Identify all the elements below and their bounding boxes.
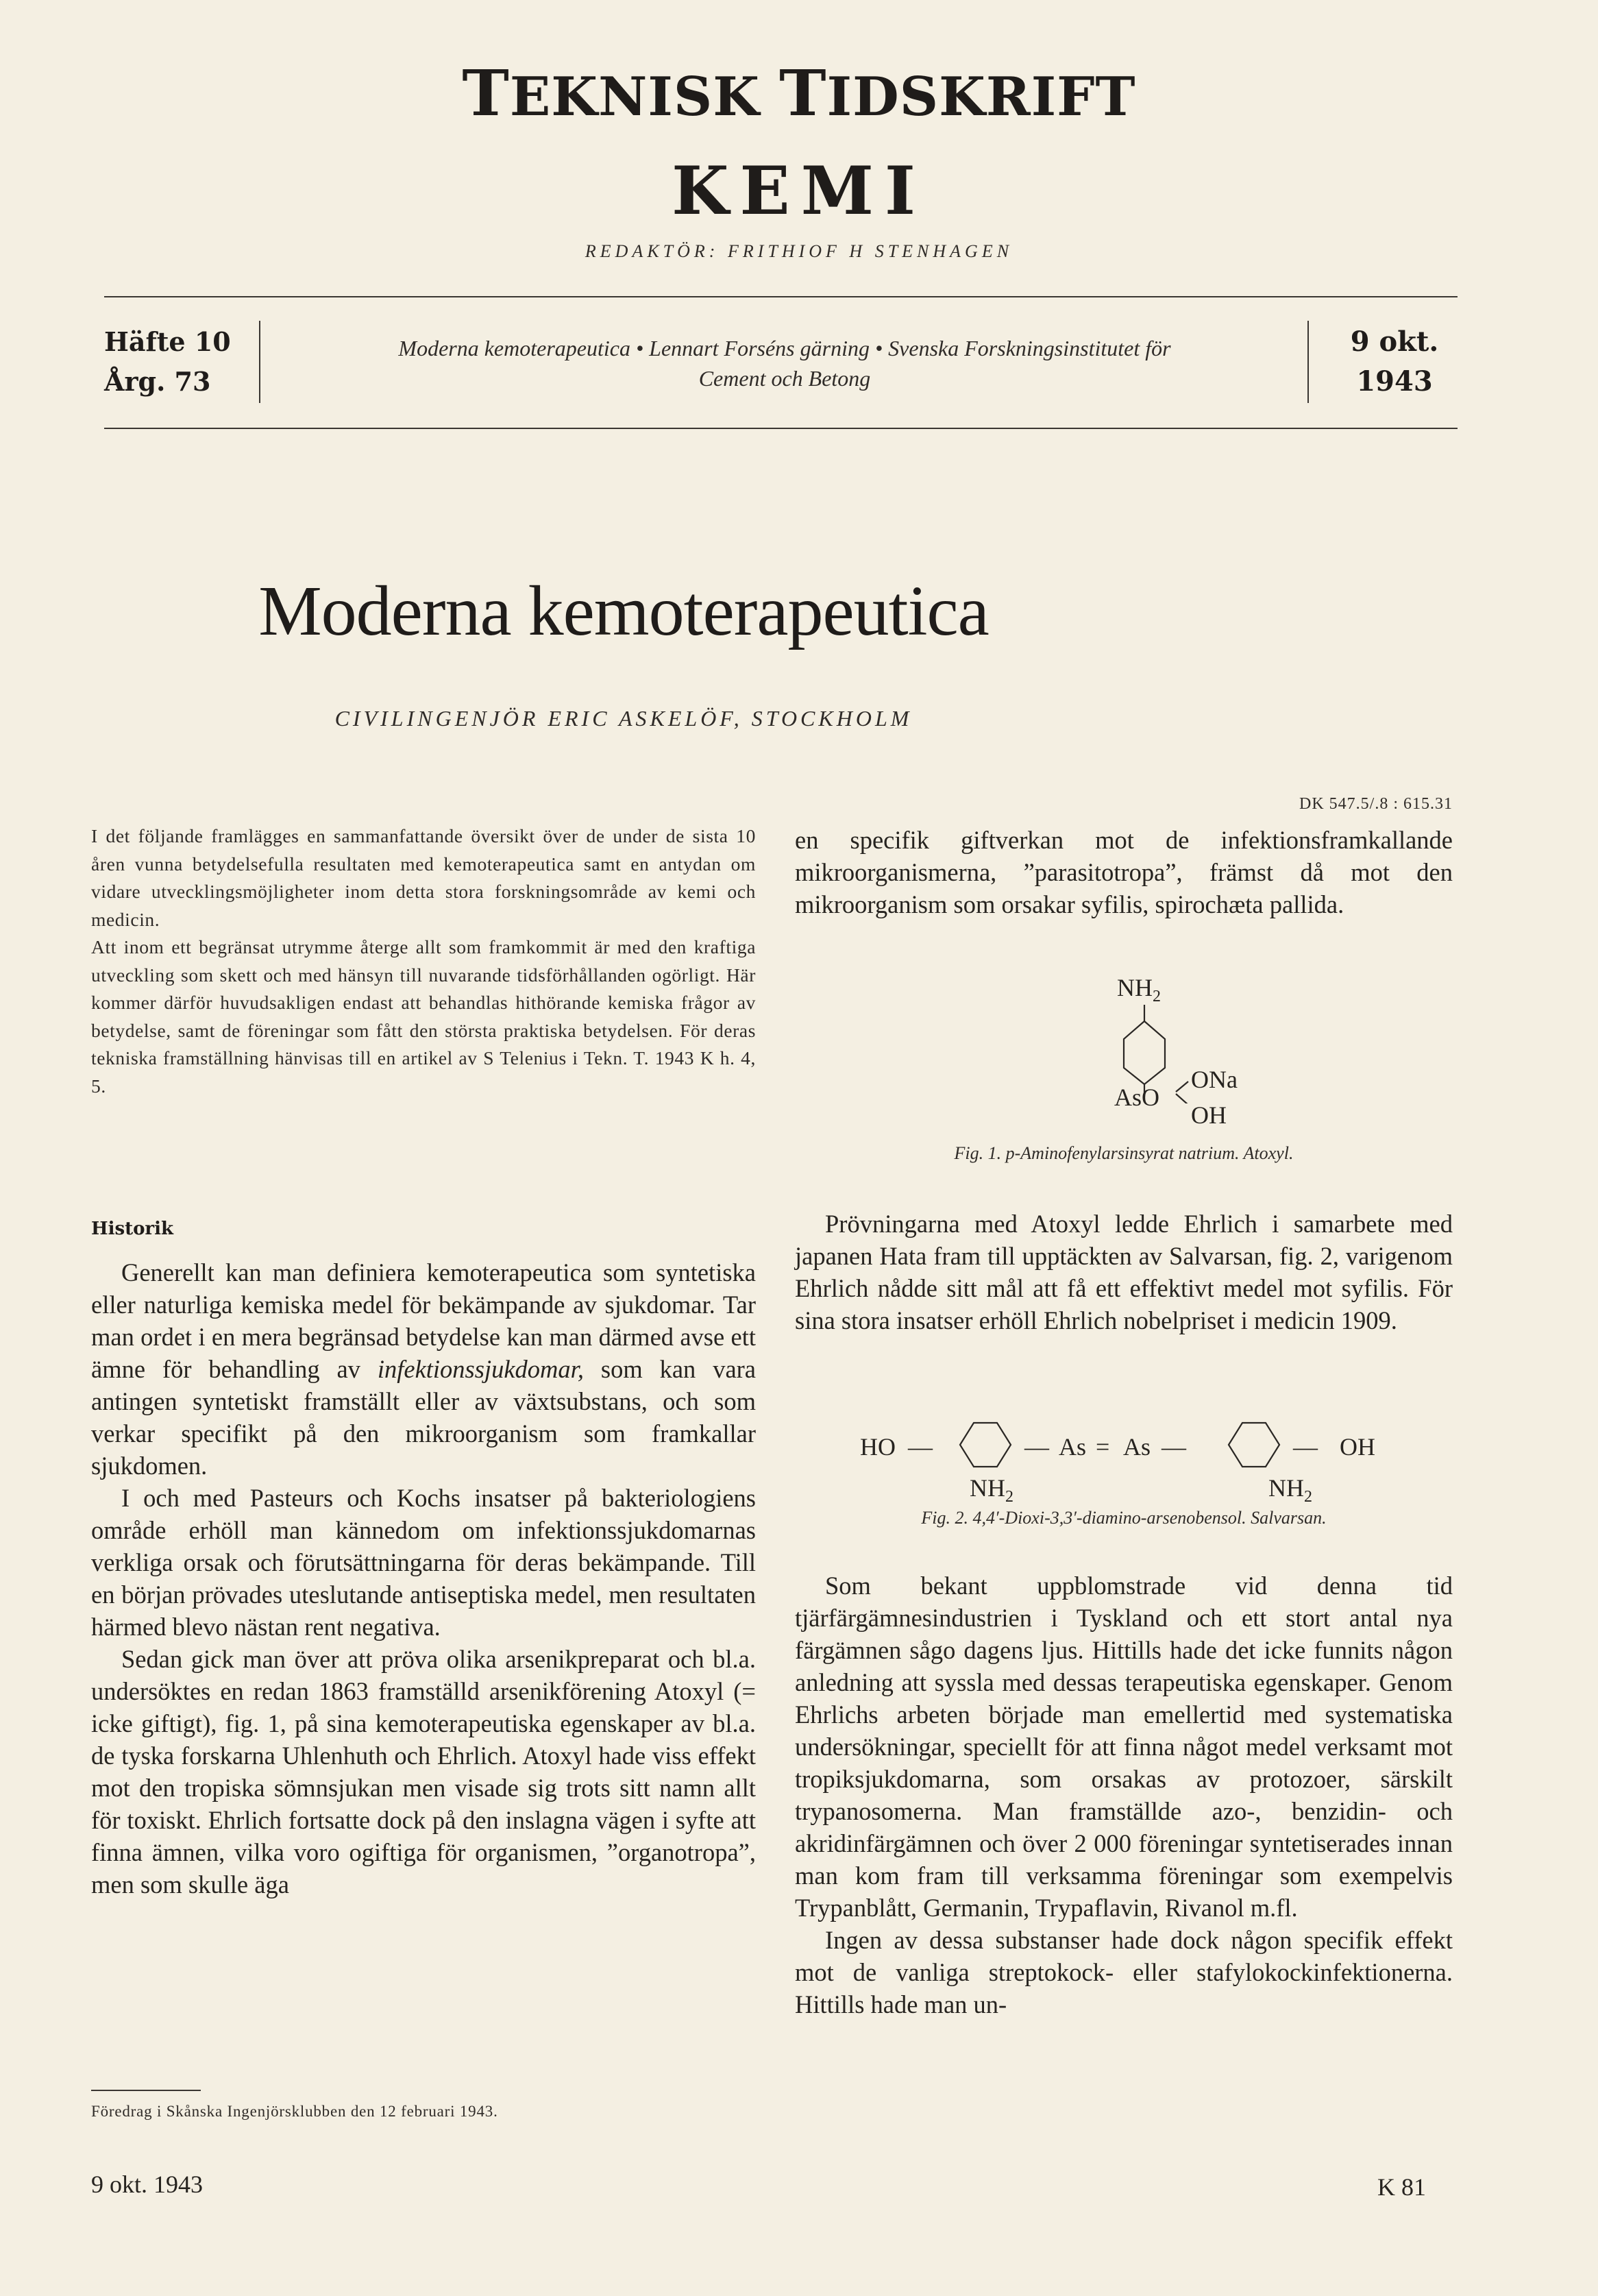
fig2-as-left-label: As bbox=[1059, 1433, 1087, 1461]
fig2-dash-2: — bbox=[1024, 1433, 1049, 1461]
fig2-dash-4: — bbox=[1293, 1433, 1318, 1461]
top-rule bbox=[104, 296, 1458, 297]
issue-divider-left bbox=[259, 321, 260, 403]
footnote: Föredrag i Skånska Ingenjörsklubben den 12 februari 1943. bbox=[91, 2103, 498, 2120]
fig2-ring-left bbox=[948, 1419, 1023, 1474]
fig1-ona-label: ONa bbox=[1191, 1066, 1238, 1093]
footer-date: 9 okt. 1943 bbox=[91, 2171, 204, 2198]
intro-summary bbox=[91, 822, 756, 1100]
journal-title: TEKNISK TIDSKRIFT bbox=[462, 56, 1136, 130]
right-paragraph-1: en specifik giftverkan mot de infektionsframkallande mikroorganismerna, ”parasitotropa”, främst då mot den mikroorganism som orsakar syfilis, spirochæta pallida. bbox=[795, 826, 1453, 918]
fig1-oh-label: OH bbox=[1191, 1101, 1227, 1129]
right-paragraph-2: Prövningarna med Atoxyl ledde Ehrlich i samarbete med japanen Hata fram till upptäckten av Salvarsan, fig. 2, varigenom Ehrlich nådde sitt mål att få ett effektivt medel mot syfilis. För sina stora insatser erhöll Ehrlich nobelpriset i medicin 1909. bbox=[795, 1210, 1453, 1334]
issue-contents bbox=[281, 333, 1288, 393]
contents-line-1: Moderna kemoterapeutica • Lennart Forséns gärning • Svenska Forskningsinstitutet för bbox=[398, 336, 1171, 361]
issue-date bbox=[1343, 322, 1446, 402]
right-body-2 bbox=[795, 1208, 1453, 1336]
editor-line: REDAKTÖR: FRITHIOF H STENHAGEN bbox=[585, 241, 1013, 261]
fig2-nh2-left-label: $NH_2$ bbox=[970, 1474, 1013, 1506]
fig2-oh-label: OH bbox=[1340, 1433, 1375, 1461]
right-body-1 bbox=[795, 824, 1453, 920]
issue-divider-right bbox=[1307, 321, 1309, 403]
left-paragraph-2: I och med Pasteurs och Kochs insatser på bakteriologiens område erhöll man kännedom om infektionssjukdomarnas verkliga orsak och förutsättningarna för deras bekämpande. Till en början prövades uteslutande antiseptiska medel, men resultaten härmed blevo nästan rent negativa. bbox=[91, 1484, 756, 1641]
fig1-nh2-label: $NH_2$ bbox=[1117, 974, 1161, 1006]
intro-paragraph-2: Att inom ett begränsat utrymme återge allt som framkommit är med den kraftiga utveckling som skett och med hänsyn till nuvarande tidsförhållanden ogörligt. Här kommer därför huvudsakligen endast att behandlas hithörande kemiska frågor av betydelse, samt de föreningar som fått den största praktiska betydelsen. För deras tekniska framställning hänvisas till en artikel av S Telenius i Tekn. T. 1943 K h. 4, 5. bbox=[91, 936, 756, 1097]
bottom-rule bbox=[104, 428, 1458, 429]
contents-line-2: Cement och Betong bbox=[698, 366, 871, 391]
left-body bbox=[91, 1256, 756, 1901]
section-heading: Historik bbox=[91, 1219, 174, 1239]
fig2-ho-label: HO bbox=[860, 1433, 896, 1461]
left-paragraph-1: Generellt kan man definiera kemoterapeutica som syntetiska eller naturliga kemiska medel för bekämpande av sjukdomar. Tar man ordet i en mera begränsad betydelse kan man därmed avse ett ämne för behandling av infektionssjukdomar, som kan vara antingen syntetiskt framställt eller av växtsubstans, och som verkar specifikt på den mikroorganism som framkallar sjukdomen. bbox=[91, 1258, 757, 1480]
dk-classification: DK 547.5/.8 : 615.31 bbox=[1299, 795, 1453, 813]
journal-subtitle: KEMI bbox=[672, 152, 926, 230]
article-title: Moderna kemoterapeutica bbox=[258, 572, 989, 650]
right-paragraph-4: Ingen av dessa substanser hade dock någon specifik effekt mot de vanliga streptokock- eller stafylokockinfektionerna. Hittills hade man un- bbox=[795, 1926, 1453, 2018]
argang-label: Årg. 73 bbox=[104, 366, 211, 397]
footnote-rule bbox=[91, 2090, 201, 2091]
haefte-label: Häfte 10 bbox=[104, 326, 231, 357]
fig2-double-bond: = bbox=[1096, 1433, 1110, 1461]
figure-1-caption: Fig. 1. p-Aminofenylarsinsyrat natrium. Atoxyl. bbox=[954, 1143, 1294, 1163]
article-byline: CIVILINGENJÖR ERIC ASKELÖF, STOCKHOLM bbox=[334, 706, 913, 731]
right-body-3 bbox=[795, 1570, 1453, 2020]
page-number: K 81 bbox=[1377, 2173, 1426, 2201]
issue-year: 1943 bbox=[1356, 365, 1433, 398]
intro-paragraph-1: I det följande framlägges en sammanfattande översikt över de under de sista 10 åren vunna betydelsefulla resultaten med kemoterapeutica samt en antydan om vidare utvecklingsmöjligheter inom detta stora forskningsområde av kemi och medicin. bbox=[91, 825, 756, 930]
fig1-aso-label: AsO bbox=[1114, 1084, 1160, 1111]
figure-2 bbox=[860, 1419, 1394, 1508]
fig2-dash-1: — bbox=[908, 1433, 933, 1461]
fig2-dash-3: — bbox=[1161, 1433, 1186, 1461]
fig2-as-right-label: As bbox=[1123, 1433, 1151, 1461]
issue-day: 9 okt. bbox=[1350, 326, 1439, 358]
right-paragraph-3: Som bekant uppblomstrade vid denna tid tjärfärgämnesindustrien i Tyskland och ett stort antal nya färgämnen sågo dagens ljus. Hittills hade det icke funnits någon anledning att syssla med dessas terapeutiska egenskaper. Genom Ehrlichs arbeten började man emellertid med systematiska undersökningar, speciellt för att finna något medel verksamt mot tropiksjukdomarna, som orsakas av protozoer, särskilt trypanosomerna. Man framställde azo-, benzidin- och akridinfärgämnen och över 2 000 föreningar syntetiserades innan man kom fram till verksamma föreningar som exempelvis Trypanblått, Germanin, Trypaflavin, Rivanol m.fl. bbox=[795, 1572, 1453, 1922]
left-paragraph-3: Sedan gick man över att pröva olika arsenikpreparat och bl.a. undersöktes en redan 1863 framställd arsenikförening Atoxyl (= icke giftigt), fig. 1, på sina kemoterapeutiska egenskaper av bl.a. de tyska forskarna Uhlenhuth och Ehrlich. Atoxyl hade viss effekt mot den tropiska sömnsjukan men visade sig trots sitt namn allt för toxiskt. Ehrlich fortsatte dock på den inslagna vägen i syfte att finna ämnen, vilka voro ogiftiga för organismen, ”organotropa”, men som skulle äga bbox=[91, 1645, 756, 1898]
fig2-ring-right bbox=[1216, 1419, 1292, 1474]
figure-1 bbox=[1069, 973, 1275, 1131]
fig2-nh2-right-label: $NH_2$ bbox=[1268, 1474, 1312, 1506]
issue-number bbox=[104, 322, 231, 402]
figure-2-caption: Fig. 2. 4,4′-Dioxi-3,3′-diamino-arsenobensol. Salvarsan. bbox=[921, 1508, 1327, 1528]
